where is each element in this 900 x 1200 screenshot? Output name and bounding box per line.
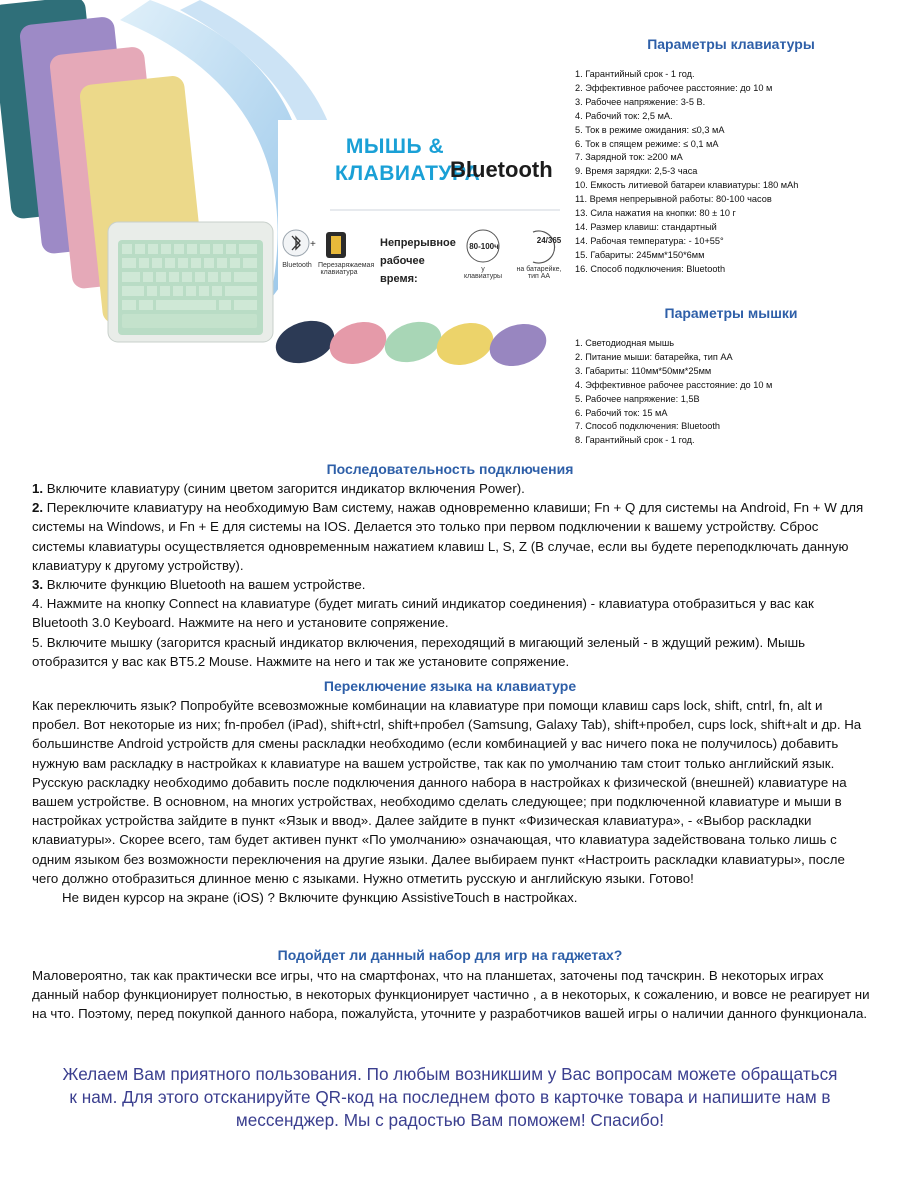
list-item: 9. Время зарядки: 2,5-3 часа: [575, 166, 698, 177]
connection-title: Последовательность подключения: [326, 461, 574, 477]
list-item: 5. Ток в режиме ожидания: ≤0,3 мА: [575, 124, 725, 135]
games-text: Маловероятно, так как практически все игры, что на смартфонах, что на планшетах, заточены под тачскрин. В некоторых играх данный набор функционирует полностью, в некоторых функционирует частично , а в некоторых, к сожалению, и вовсе не реагирует ни на что. Поэтому, перед покупкой данного набора, пожалуйста, уточните у разработчиков вашей игры о наличии данного функционала.: [32, 968, 870, 1022]
keyboard-params-title: Параметры клавиатуры: [647, 36, 815, 52]
list-item: 3. Габариты: 110мм*50мм*25мм: [575, 365, 712, 376]
days-badge: 24/365: [536, 236, 562, 245]
step-number: 1.: [32, 481, 44, 496]
list-item: 15. Габариты: 245мм*150*6мм: [575, 249, 705, 260]
connection-step: [32, 575, 872, 594]
keyboard-caption: у клавиатуры: [463, 266, 503, 280]
product-image: [0, 0, 565, 455]
connection-step: 4. Нажмите на кнопку Connect на клавиатуре (будет мигать синий индикатор соединения) - клавиатура отобразиться у вас как Bluetooth 3.0 Keyboard. Нажмите на него и установите сопряжение.: [32, 596, 814, 631]
hero-title: [335, 133, 481, 187]
language-text: Как переключить язык? Попробуйте всевозможные комбинации на клавиатуре при помощи клавиш caps lock, shift, cntrl, fn, alt и пробел. Вот некоторые из них; fn-пробел (iPad), shift+ctrl, shift+пробел (Samsung, Galaxy Tab), shift+пробел, cups lock, shift+alt и др. На большинстве Android устройств для смены раскладки необходимо (если комбинацией у вас ничего пока не получилось) добавить нужную вам раскладку в настройках к клавиатуре на вашем устройстве, так как по умолчанию там стоит только английский язык. Русскую раскладку необходимо добавить после подключения данного набора в настройках к физической (внешней) клавиатуре на вашем устройстве. В основном, на многих устройствах, необходимо сделать следующее; при подключенной клавиатуре и мыши в настройках устройства зайдите в пункт «Язык и ввод». Далее зайдите в пункт «Физическая клавиатура», - «Выбор раскладки клавиатуры». Скорее всего, там будет активен пункт «По умолчанию» означающая, что клавиатура задействована только лишь с одним языком без возможности переключения на другие языки. Далее выбираем пункт «Настроить раскладки клавиатуры», после чего должно отобразиться длинное меню с языками. Нужно отметить русскую и английскую языки. Готово!: [32, 698, 862, 886]
mouse-mint: [380, 315, 447, 369]
connection-steps: [32, 479, 872, 671]
connection-step: [32, 479, 872, 498]
battery-icon: [326, 232, 346, 258]
closing-message: Желаем Вам приятного пользования. По любым возникшим у Вас вопросам можете обращаться к нам. Для этого отсканируйте QR-код на последнем фото в карточке товара и напишите нам в мессенджер. Мы с радостью Вам поможем! Спасибо!: [62, 1064, 838, 1130]
list-item: 11. Время непрерывной работы: 80-100 часов: [575, 194, 772, 205]
list-item: 1. Светодиодная мышь: [575, 338, 674, 348]
language-title: Переключение языка на клавиатуре: [323, 678, 577, 694]
bt-caption: Bluetooth: [282, 262, 312, 269]
list-item: 1. Гарантийный срок - 1 год.: [575, 69, 695, 79]
games-section: [32, 966, 872, 1024]
language-section: [32, 696, 872, 907]
list-item: 16. Способ подключения: Bluetooth: [575, 263, 726, 274]
list-item: 3. Рабочее напряжение: 3-5 В.: [575, 96, 706, 107]
list-item: 7. Зарядной ток: ≥200 мА: [575, 152, 683, 163]
connection-step: 5. Включите мышку (загорится красный индикатор включения, переходящий в мигающий зеленый - в ждущий режим). Мышь отобразится у вас как BT5.2 Mouse. Нажмите на него и так же установите сопряжение.: [32, 634, 806, 669]
mouse-pink: [324, 315, 392, 371]
mouse-yellow: [431, 316, 499, 372]
list-item: 13. Сила нажатия на кнопки: 80 ± 10 г: [575, 208, 736, 219]
step-number: 2.: [32, 500, 44, 516]
list-item: 5. Рабочее напряжение: 1,5В: [575, 393, 700, 404]
list-item: 14. Размер клавиш: стандартный: [575, 221, 717, 232]
step-text: Включите клавиатуру (синим цветом загорится индикатор включения Power).: [43, 481, 525, 496]
cursor-note: Не виден курсор на экране (iOS) ? Включите функцию AssistiveTouch в настройках.: [62, 890, 578, 906]
list-item: 7. Способ подключения: Bluetooth: [575, 421, 720, 432]
mouse-params-list: [575, 337, 895, 448]
list-item: 8. Гарантийный срок - 1 год.: [575, 435, 695, 446]
step-number: 3.: [32, 577, 44, 593]
list-item: 4. Рабочий ток: 2,5 мА.: [575, 110, 673, 121]
step-text: Включите функцию Bluetooth на вашем устройстве.: [43, 577, 366, 593]
list-item: 6. Ток в спящем режиме: ≤ 0,1 мА: [575, 138, 719, 149]
hero-bluetooth-word: Bluetooth: [450, 157, 553, 182]
mouse-navy: [270, 314, 339, 371]
hero-title-line2: КЛАВИАТУРА: [335, 162, 481, 185]
list-item: 4. Эффективное рабочее расстояние: до 10 м: [575, 379, 773, 390]
plus-sign: +: [310, 239, 316, 250]
list-item: 2. Питание мыши: батарейка, тип АА: [575, 351, 733, 362]
list-item: 6. Рабочий ток: 15 мА: [575, 407, 668, 418]
hero-continuous-label: Непрерывное рабочее время:: [380, 237, 456, 285]
mouse-purple: [484, 317, 552, 373]
battery-caption: Перезаряжаемая клавиатура: [318, 262, 375, 276]
keyboard-mouse-illustration: [0, 0, 565, 455]
step-text: Переключите клавиатуру на необходимую Вам систему, нажав одновременно клавиши; Fn + Q для системы на Android, Fn + W для системы на Windows, и Fn + E для системы на IOS. Делается это только при первом подключении к вашему устройству. Сброс системы клавиатуры осуществляется одновременным нажатием клавиш L, S, Z (В случае, если вы будете переподключать данную клавиатуру к другому устройству).: [32, 500, 864, 573]
keyboard-params-list: [575, 68, 895, 277]
games-title: Подойдет ли данный набор для игр на гаджетах?: [277, 947, 623, 963]
mouse-row: [270, 314, 551, 373]
hours-badge: 80-100ч: [469, 242, 499, 251]
hero-title-line1: МЫШЬ &: [345, 135, 445, 158]
connection-step: [32, 498, 872, 575]
mouse-params-title: Параметры мышки: [664, 305, 798, 321]
list-item: 14. Рабочая температура: - 10+55°: [575, 235, 724, 246]
bluetooth-icon: [283, 230, 309, 256]
list-item: 2. Эффективное рабочее расстояние: до 10 м: [575, 82, 773, 93]
list-item: 10. Емкость литиевой батареи клавиатуры: 180 мАh: [575, 180, 799, 191]
battery-caption-2: на батарейке, тип АА: [516, 266, 562, 280]
